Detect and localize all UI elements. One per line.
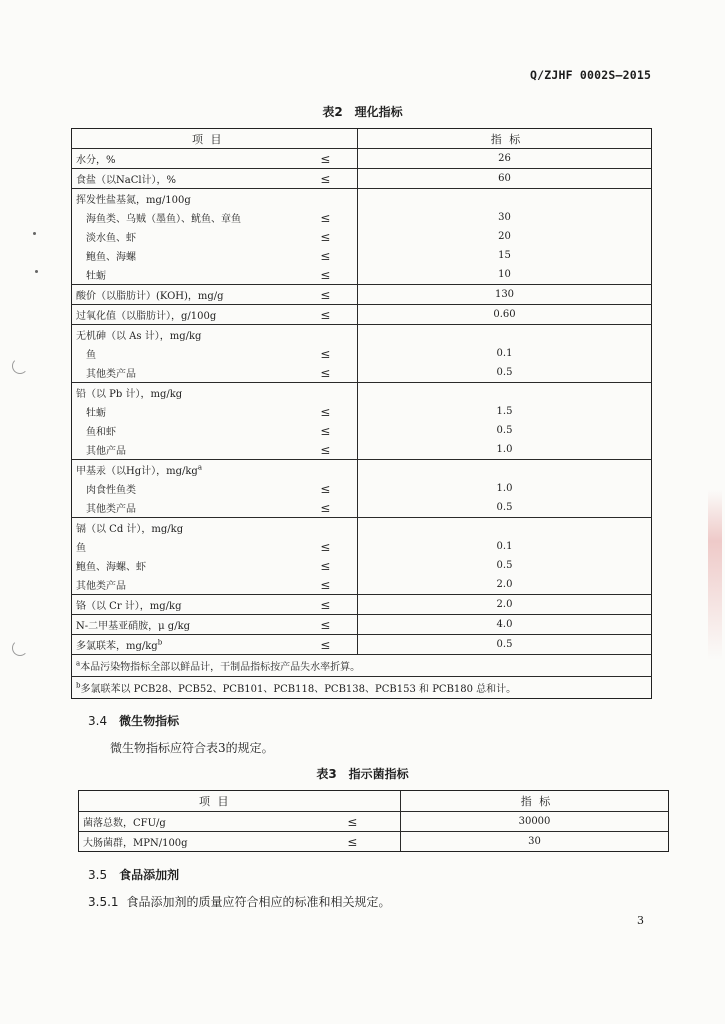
le-empty <box>294 518 358 538</box>
row-label-text: 过氧化值（以脂肪计），g/100g <box>76 311 217 322</box>
le-empty <box>294 325 358 345</box>
table-row <box>72 285 652 305</box>
item-value: 15 <box>358 246 652 265</box>
value-empty <box>358 383 652 403</box>
le-symbol: ≤ <box>294 265 358 285</box>
item-value: 30 <box>358 208 652 227</box>
row-label <box>72 635 294 655</box>
item-value: 20 <box>358 227 652 246</box>
group-item-row <box>72 344 652 363</box>
row-value: 26 <box>358 149 652 169</box>
footnote <box>72 655 652 677</box>
group-title-row <box>72 383 652 403</box>
group-label <box>72 460 294 480</box>
punch-hole-mark <box>12 640 28 656</box>
le-symbol: ≤ <box>294 498 358 518</box>
row-value: 4.0 <box>358 615 652 635</box>
value-empty <box>358 460 652 480</box>
header-item: 项 目 <box>72 129 358 149</box>
le-symbol: ≤ <box>320 423 331 438</box>
le-symbol: ≤ <box>320 481 331 496</box>
group-label-text: 镉（以 Cd 计），mg/kg <box>76 524 184 535</box>
item-label: 鲍鱼、海螺、虾 <box>72 556 294 575</box>
section-3-4-text: 微生物指标应符合表3的规定。 <box>110 741 274 755</box>
row-value: 0.5 <box>358 635 652 655</box>
le-symbol: ≤ <box>294 169 358 189</box>
row-label-text: 铬（以 Cr 计），mg/kg <box>76 601 182 612</box>
footnote-row <box>72 677 652 699</box>
footnote <box>72 677 652 699</box>
indicator-bacteria-table <box>78 790 669 852</box>
le-symbol: ≤ <box>305 812 401 832</box>
row-label <box>72 169 294 189</box>
footnote-mark: b <box>76 681 81 690</box>
group-label <box>72 325 294 345</box>
item-value: 2.0 <box>358 575 652 595</box>
group-item-row <box>72 363 652 383</box>
section-3-4-number: 3.4 <box>88 714 108 728</box>
table-row <box>72 595 652 615</box>
section-3-5-1-paragraph <box>88 893 391 910</box>
group-item-row <box>72 556 652 575</box>
le-symbol: ≤ <box>294 595 358 615</box>
section-3-5-1-number: 3.5.1 <box>88 895 119 909</box>
group-title-row <box>72 518 652 538</box>
le-symbol: ≤ <box>320 404 331 419</box>
punch-hole-mark <box>12 358 28 374</box>
value-empty <box>358 189 652 209</box>
row-label <box>72 285 294 305</box>
item-value: 0.5 <box>358 421 652 440</box>
header-value: 指 标 <box>358 129 652 149</box>
le-symbol: ≤ <box>294 305 358 325</box>
item-label: 鲍鱼、海螺 <box>72 246 294 265</box>
table2-caption-title: 理化指标 <box>354 105 403 119</box>
le-symbol: ≤ <box>320 558 331 573</box>
row-label-text: 多氯联苯，mg/kg <box>76 641 158 652</box>
row-value: 30000 <box>401 812 669 832</box>
group-label-text: 铅（以 Pb 计），mg/kg <box>76 389 183 400</box>
group-label-text: 甲基汞（以Hg计），mg/kg <box>76 466 198 477</box>
table-row <box>72 149 652 169</box>
item-label: 其他产品 <box>72 440 294 460</box>
physicochemical-table <box>71 128 652 699</box>
item-label: 海鱼类、乌贼（墨鱼）、鱿鱼、章鱼 <box>72 208 294 227</box>
le-symbol: ≤ <box>294 285 358 305</box>
row-label-text: 酸价（以脂肪计）(KOH)，mg/g <box>76 291 224 302</box>
le-symbol: ≤ <box>294 575 358 595</box>
group-label-text: 无机砷（以 As 计），mg/kg <box>76 331 202 342</box>
group-label <box>72 518 294 538</box>
group-label-text: 挥发性盐基氮，mg/100g <box>76 195 191 206</box>
item-value: 0.5 <box>358 556 652 575</box>
item-value: 0.1 <box>358 344 652 363</box>
section-3-4-title: 微生物指标 <box>119 714 180 728</box>
row-value: 60 <box>358 169 652 189</box>
table2-caption <box>0 103 725 120</box>
row-label <box>72 615 294 635</box>
row-value: 30 <box>401 832 669 852</box>
group-title-row <box>72 189 652 209</box>
group-item-row <box>72 208 652 227</box>
item-label: 其他类产品 <box>72 575 294 595</box>
header-item: 项 目 <box>79 791 401 812</box>
table-row <box>72 615 652 635</box>
section-3-5-number: 3.5 <box>88 868 108 882</box>
table-row <box>72 169 652 189</box>
le-empty <box>294 189 358 209</box>
item-value: 0.1 <box>358 537 652 556</box>
row-label <box>72 595 294 615</box>
group-item-row <box>72 537 652 556</box>
item-label: 其他类产品 <box>72 363 294 383</box>
item-label: 其他类产品 <box>72 498 294 518</box>
group-item-row <box>72 402 652 421</box>
group-item-row <box>72 479 652 498</box>
row-value: 0.60 <box>358 305 652 325</box>
le-symbol: ≤ <box>294 615 358 635</box>
le-symbol: ≤ <box>320 210 331 225</box>
group-item-row <box>72 575 652 595</box>
footnote-row <box>72 655 652 677</box>
footnote-text: 多氯联苯以 PCB28、PCB52、PCB101、PCB118、PCB138、PCB153 和 PCB180 总和计。 <box>80 684 517 695</box>
le-empty <box>294 460 358 480</box>
le-symbol: ≤ <box>320 248 331 263</box>
scan-speck <box>33 232 36 235</box>
footnote-text: 本品污染物指标全部以鲜品计，干制品指标按产品失水率折算。 <box>80 662 361 673</box>
scan-speck <box>35 270 38 273</box>
page-number: 3 <box>637 914 644 927</box>
item-label: 鱼和虾 <box>72 421 294 440</box>
table-row <box>79 832 669 852</box>
table3-caption-title: 指示菌指标 <box>348 767 409 781</box>
table-row <box>79 812 669 832</box>
item-value: 1.5 <box>358 402 652 421</box>
group-item-row <box>72 227 652 246</box>
group-item-row <box>72 421 652 440</box>
group-label <box>72 383 294 403</box>
group-item-row <box>72 498 652 518</box>
item-label: 牡蛎 <box>72 402 294 421</box>
item-value: 0.5 <box>358 363 652 383</box>
row-value: 130 <box>358 285 652 305</box>
row-label: 大肠菌群，MPN/100g <box>79 832 305 852</box>
group-item-row <box>72 265 652 285</box>
table-row <box>72 635 652 655</box>
table-row <box>72 305 652 325</box>
section-3-5-title: 食品添加剂 <box>119 868 180 882</box>
le-symbol: ≤ <box>294 363 358 383</box>
item-label: 鱼 <box>72 344 294 363</box>
item-label: 淡水鱼、虾 <box>72 227 294 246</box>
item-label: 鱼 <box>72 537 294 556</box>
group-item-row <box>72 440 652 460</box>
item-label: 肉食性鱼类 <box>72 479 294 498</box>
group-title-row <box>72 460 652 480</box>
section-3-5-1-text: 食品添加剂的质量应符合相应的标准和相关规定。 <box>126 895 391 909</box>
row-label <box>72 149 294 169</box>
header-value: 指 标 <box>401 791 669 812</box>
row-label: 菌落总数，CFU/g <box>79 812 305 832</box>
row-label <box>72 305 294 325</box>
section-3-4-heading <box>88 712 179 729</box>
item-value: 1.0 <box>358 440 652 460</box>
le-symbol: ≤ <box>294 635 358 655</box>
le-symbol: ≤ <box>320 346 331 361</box>
row-label-text: N-二甲基亚硝胺，μ g/kg <box>76 621 191 632</box>
seal-stamp-fragment <box>708 490 722 660</box>
item-value: 10 <box>358 265 652 285</box>
row-label-text: 水分，% <box>76 155 116 166</box>
le-empty <box>294 383 358 403</box>
table2-caption-number: 表2 <box>322 105 343 119</box>
le-symbol: ≤ <box>320 539 331 554</box>
group-title-row <box>72 325 652 345</box>
row-value: 2.0 <box>358 595 652 615</box>
le-symbol: ≤ <box>294 440 358 460</box>
table3-caption <box>0 765 725 782</box>
footnote-mark: a <box>76 659 81 668</box>
item-value: 0.5 <box>358 498 652 518</box>
footnote-mark: a <box>197 463 203 472</box>
group-item-row <box>72 246 652 265</box>
item-label: 牡蛎 <box>72 265 294 285</box>
item-value: 1.0 <box>358 479 652 498</box>
le-symbol: ≤ <box>320 229 331 244</box>
footnote-mark: b <box>157 638 163 647</box>
table3-caption-number: 表3 <box>316 767 337 781</box>
table-header-row <box>79 791 669 812</box>
le-symbol: ≤ <box>294 149 358 169</box>
table-header-row <box>72 129 652 149</box>
group-label <box>72 189 294 209</box>
section-3-5-heading <box>88 866 179 883</box>
value-empty <box>358 325 652 345</box>
value-empty <box>358 518 652 538</box>
document-number: Q/ZJHF 0002S—2015 <box>530 68 652 82</box>
le-symbol: ≤ <box>305 832 401 852</box>
row-label-text: 食盐（以NaCl计），% <box>76 175 177 186</box>
